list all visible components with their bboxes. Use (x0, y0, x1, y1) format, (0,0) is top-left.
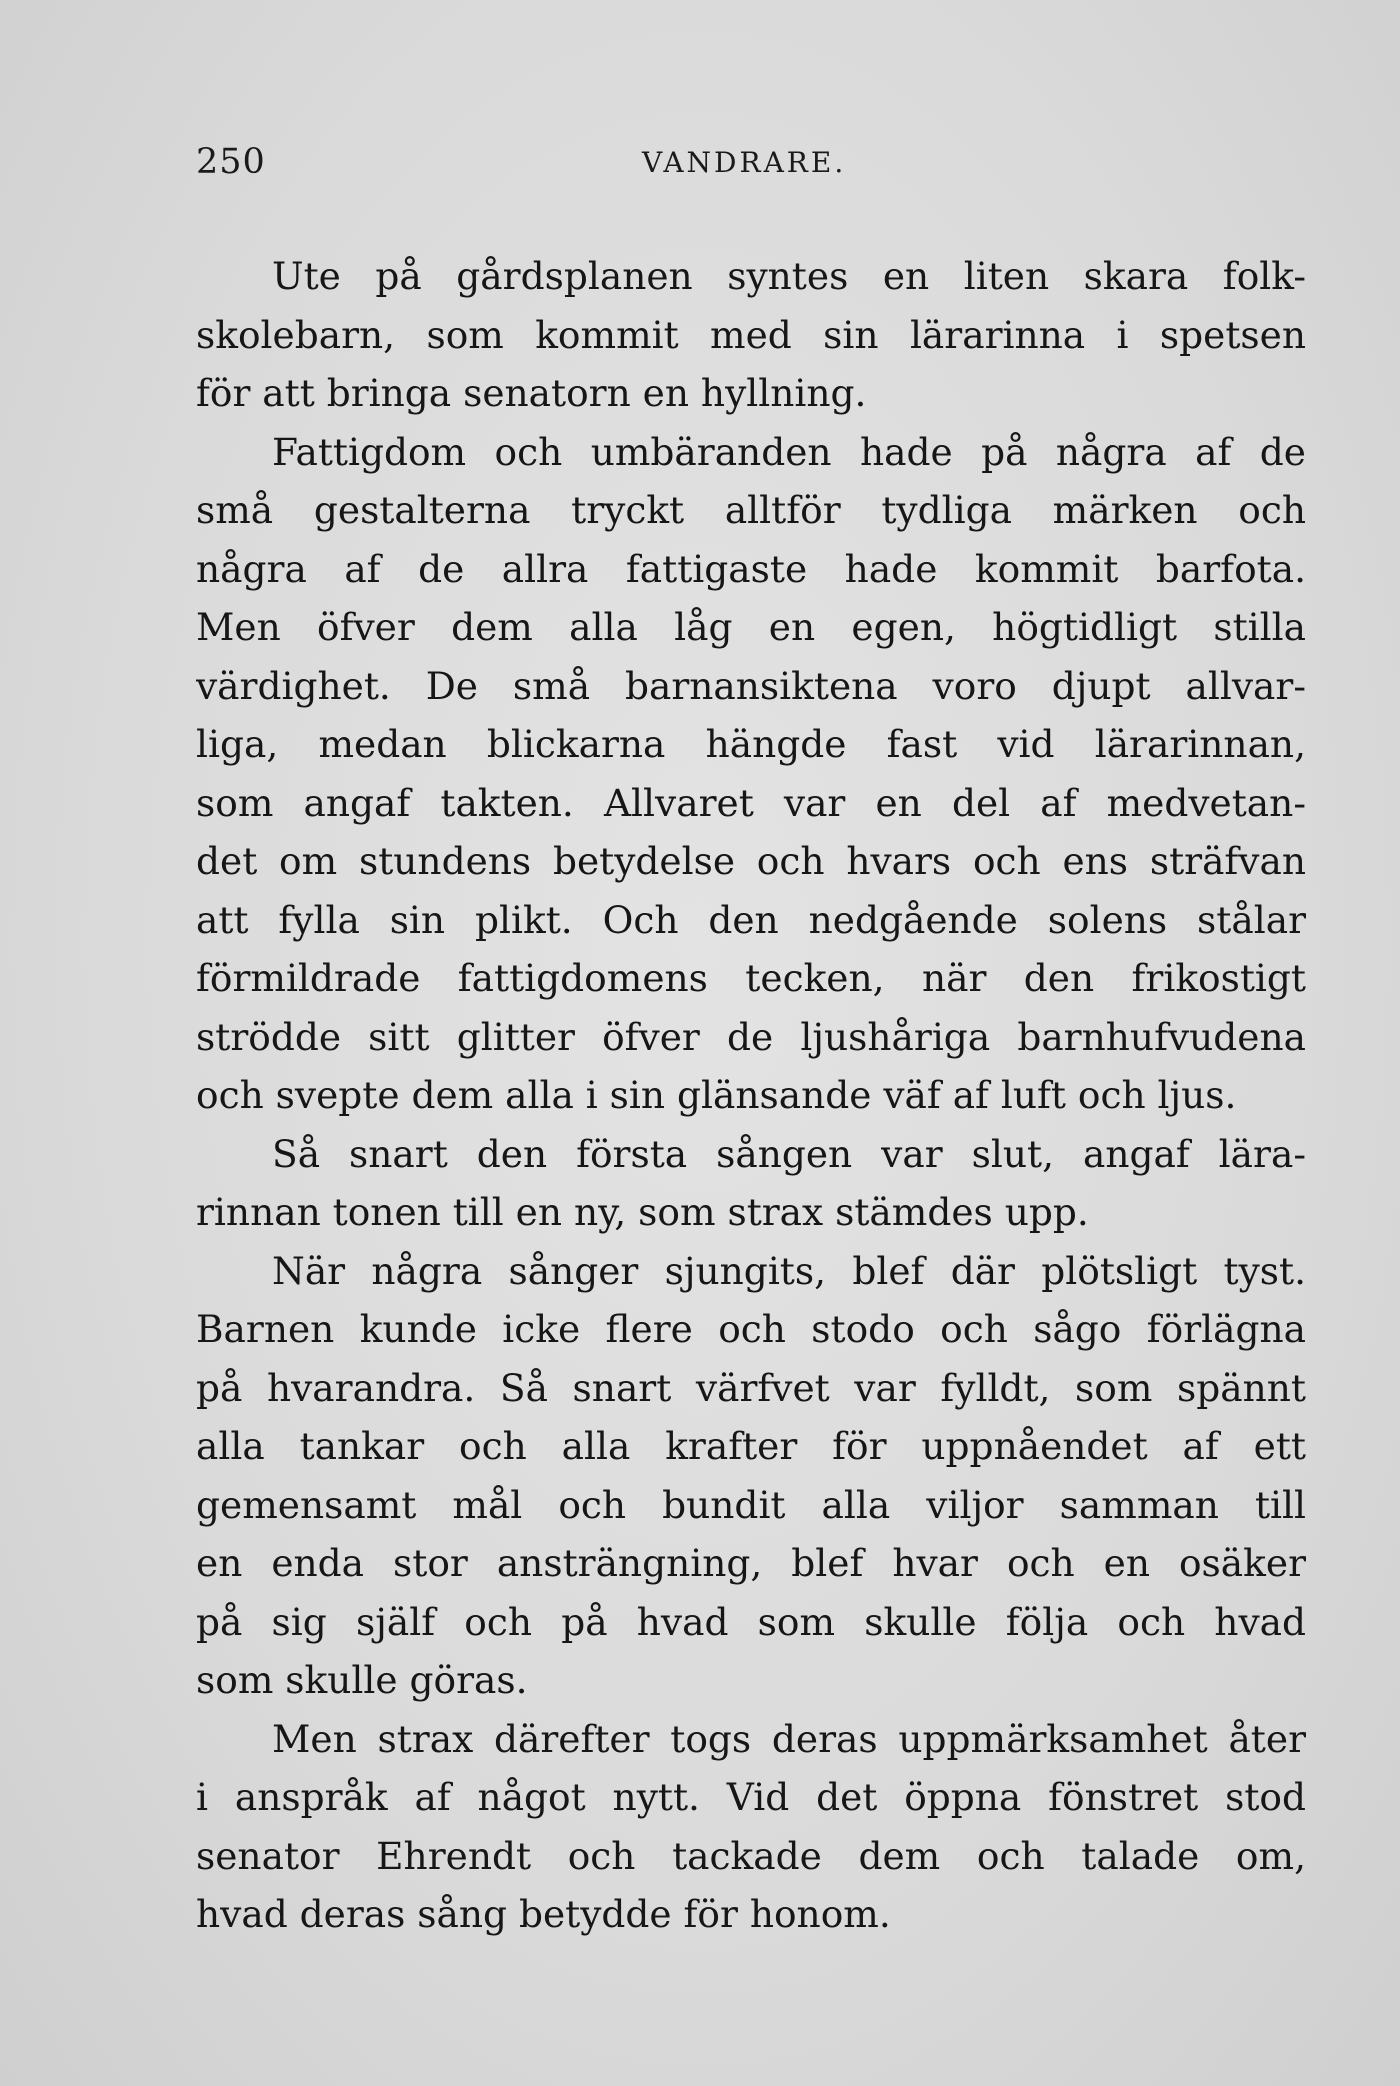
text-line: Men öfver dem alla låg en egen, högtidligt stilla (196, 605, 1306, 649)
text-line: gemensamt mål och bundit alla viljor samman till (196, 1482, 1306, 1527)
text-line: Fattigdom och umbäranden hade på några af de (272, 429, 1306, 474)
text-line: som angaf takten. Allvaret var en del af medvetan- (196, 780, 1306, 825)
text-line: förmildrade fattigdomens tecken, när den frikostigt (196, 956, 1306, 1000)
text-line: rinnan tonen till en ny, som strax stämdes upp. (196, 1190, 1089, 1234)
body-text (196, 247, 1306, 1944)
text-line: värdighet. De små barnansiktena voro djupt allvar- (196, 663, 1306, 708)
text-line: det om stundens betydelse och hvars och ens sträfvan (196, 839, 1306, 883)
text-line: Barnen kunde icke flere och stodo och sågo förlägna (196, 1307, 1306, 1351)
text-line: Men strax därefter togs deras uppmärksamhet åter (272, 1716, 1306, 1761)
text-line: liga, medan blickarna hängde fast vid lärarinnan, (196, 722, 1306, 766)
page-number: 250 (196, 142, 266, 182)
text-line: Så snart den första sången var slut, angaf lära- (272, 1131, 1306, 1176)
text-line: och svepte dem alla i sin glänsande väf af luft och ljus. (196, 1073, 1237, 1117)
text-line: en enda stor ansträngning, blef hvar och en osäker (196, 1541, 1306, 1585)
text-line: att fylla sin plikt. Och den nedgående solens stålar (196, 897, 1306, 942)
text-line: senator Ehrendt och tackade dem och talade om, (196, 1833, 1306, 1878)
page-header (196, 142, 1306, 186)
text-line: skolebarn, som kommit med sin lärarinna i spetsen (196, 312, 1306, 357)
text-line: på hvarandra. Så snart värfvet var fylldt, som spännt (196, 1365, 1306, 1410)
text-line: några af de allra fattigaste hade kommit barfota. (196, 546, 1306, 591)
text-line: i anspråk af något nytt. Vid det öppna fönstret stod (196, 1775, 1306, 1819)
text-line: för att bringa senatorn en hyllning. (196, 371, 867, 415)
text-line: strödde sitt glitter öfver de ljushåriga barnhufvudena (196, 1014, 1306, 1059)
text-line: hvad deras sång betydde för honom. (196, 1892, 891, 1936)
text-line: små gestalterna tryckt alltför tydliga märken och (196, 488, 1306, 532)
text-line: Ute på gårdsplanen syntes en liten skara folk- (272, 254, 1306, 298)
text-line: alla tankar och alla krafter för uppnåendet af ett (196, 1424, 1306, 1468)
running-title: VANDRARE. (642, 146, 847, 179)
text-line: som skulle göras. (196, 1658, 528, 1702)
text-line: När några sånger sjungits, blef där plötsligt tyst. (272, 1248, 1306, 1293)
text-line: på sig själf och på hvad som skulle följa och hvad (196, 1599, 1306, 1644)
